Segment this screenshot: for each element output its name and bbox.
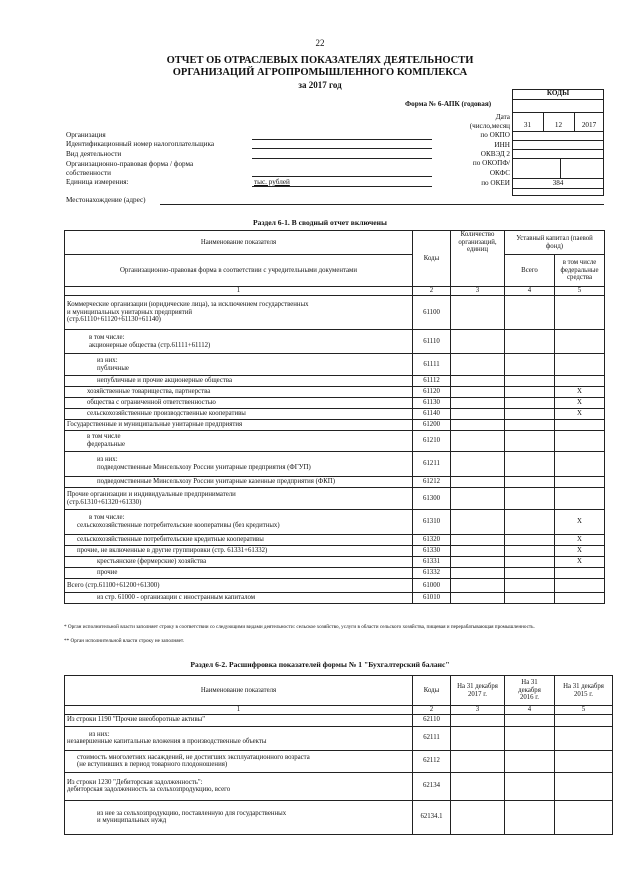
legal-form-label-2: собственности [66, 169, 111, 177]
table-row: Из строки 1230 "Дебиторская задолженность": дебиторская задолженность за сельхозпродукцию, всего 62134 [65, 772, 613, 800]
table-row: сельскохозяйственные производственные кооперативы 61140 X [65, 409, 605, 420]
table-row: в том числе: акционерные общества (стр.61111+61112) 61110 [65, 330, 605, 354]
col-number: 4 [505, 287, 555, 296]
header-code: Коды [413, 231, 451, 287]
table-row: непубличные и прочие акционерные общества 61112 [65, 376, 605, 387]
table-row: Всего (стр.61100+61200+61300) 61000 [65, 579, 605, 593]
section-1-table [64, 230, 605, 604]
header-2015: На 31 декабря 2015 г. [555, 676, 613, 706]
header-capital: Уставный капитал (паевой фонд) [505, 231, 605, 255]
table-row: в том числе: сельскохозяйственные потребительские кооперативы (без кредитных) 61310 X [65, 510, 605, 535]
table-row: из них: незавершенные капитальные вложения в производственные объекты 62111 [65, 726, 613, 750]
table-row: из них: подведомственные Минсельхозу России унитарные предприятия (ФГУП) 61211 [65, 452, 605, 477]
page-number: 22 [315, 38, 325, 48]
header-total: Всего [505, 255, 555, 287]
table-row: сельскохозяйственные потребительские кредитные кооперативы 61320 X [65, 535, 605, 546]
col-number: 2 [413, 287, 451, 296]
header-subtitle: Организационно-правовая форма в соответствии с учредительными документами [65, 255, 413, 287]
header-name: Наименование показателя [65, 676, 413, 706]
table-row: Государственные и муниципальные унитарные предприятия 61200 [65, 420, 605, 431]
section-1-title: Раздел 6-1. В сводный отчет включены [253, 218, 387, 227]
date-label: Дата [495, 113, 510, 121]
col-number: 5 [555, 287, 605, 296]
date-month: 12 [554, 121, 563, 129]
unit-label: Единица измерения: [66, 178, 129, 186]
table-row: крестьянские (фермерские) хозяйства 61331 X [65, 557, 605, 568]
table-row: из стр. 61000 - организации с иностранным капиталом 61010 [65, 593, 605, 604]
col-number: 1 [65, 287, 413, 296]
tax-id-label: Идентификационный номер налогоплательщика [66, 140, 215, 148]
okfs-label: ОКФС [489, 169, 510, 177]
footnote-2: ** Орган исполнительной власти строку не заполняет. [64, 638, 185, 644]
header-federal: в том числе федеральные средства [555, 255, 605, 287]
table-row: стоимость многолетних насаждений, не достигших эксплуатационного возраста (не вступивших в период товарного плодоношения) 62112 [65, 750, 613, 772]
report-title-line-1: ОТЧЕТ ОБ ОТРАСЛЕВЫХ ПОКАЗАТЕЛЯХ ДЕЯТЕЛЬНОСТИ [166, 55, 474, 66]
table-row: Коммерческие организации (юридические лица), за исключением государственных и муниципальных унитарных предприятий (стр.61110+61120+61130+61140) 61100 [65, 296, 605, 330]
section-2-table [64, 675, 613, 835]
table-row: из них: публичные 61111 [65, 354, 605, 376]
table-row: прочие 61332 [65, 568, 605, 579]
table-row: общества с ограниченной ответственностью 61130 X [65, 398, 605, 409]
okei-label: по ОКЕИ [481, 179, 510, 187]
inn-label: ИНН [494, 141, 510, 149]
header-count: Количество организаций, единиц [451, 231, 505, 287]
section-2-title: Раздел 6-2. Расшифровка показателей формы № 1 "Бухгалтерский баланс" [190, 660, 450, 669]
date-day: 31 [523, 121, 532, 129]
activity-label: Вид деятельности [66, 150, 122, 158]
table-row: прочие, не включенные в другие группировки (стр. 61331+61332) 61330 X [65, 546, 605, 557]
header-code: Коды [413, 676, 451, 706]
okei-value: 384 [552, 179, 564, 187]
report-period: за 2017 год [298, 80, 342, 90]
codes-heading: КОДЫ [546, 89, 570, 97]
okpo-label: по ОКПО [480, 131, 510, 139]
header-2016: На 31 декабря 2016 г. [505, 676, 555, 706]
col-number: 1 [65, 706, 413, 715]
organization-label: Организация [66, 131, 106, 139]
okved-label: ОКВЭД 2 [480, 150, 510, 158]
date-year: 2017 [581, 121, 597, 129]
unit-value: тыс. рублей [254, 178, 290, 186]
col-number: 5 [555, 706, 613, 715]
table-row: Из строки 1190 "Прочие внеоборотные активы" 62110 [65, 714, 613, 726]
table-row: Прочие организации и индивидуальные предприниматели (стр.61310+61320+61330) 61300 [65, 488, 605, 510]
legal-form-label: Организационно-правовая форма / форма [66, 160, 194, 168]
table-row: подведомственные Минсельхозу России унитарные казенные предприятия (ФКП) 61212 [65, 477, 605, 488]
okopf-label: по ОКОПФ/ [472, 159, 510, 167]
form-number: Форма № 6-АПК (годовая) [405, 100, 492, 108]
address-label: Местонахождение (адрес) [66, 196, 146, 204]
report-title-line-2: ОРГАНИЗАЦИЙ АГРОПРОМЫШЛЕННОГО КОМПЛЕКСА [172, 67, 468, 78]
header-name: Наименование показателя [65, 231, 413, 255]
table-row: из нее за сельхозпродукцию, поставленную для государственных и муниципальных нужд 62134.1 [65, 800, 613, 834]
table-row: в том числе федеральные 61210 [65, 431, 605, 452]
col-number: 3 [451, 287, 505, 296]
footnote-1: * Орган исполнительной власти заполняет строку в соответствии со следующими видами деятельности: сельское хозяйство, услуги в области сельского хозяйства, пищевая и перерабатывающая промышленность. [64, 624, 535, 630]
date-label-sub: (число,месяц [469, 122, 510, 130]
col-number: 3 [451, 706, 505, 715]
col-number: 2 [413, 706, 451, 715]
header-2017: На 31 декабря 2017 г. [451, 676, 505, 706]
col-number: 4 [505, 706, 555, 715]
table-row: хозяйственные товарищества, партнерства 61120 X [65, 387, 605, 398]
